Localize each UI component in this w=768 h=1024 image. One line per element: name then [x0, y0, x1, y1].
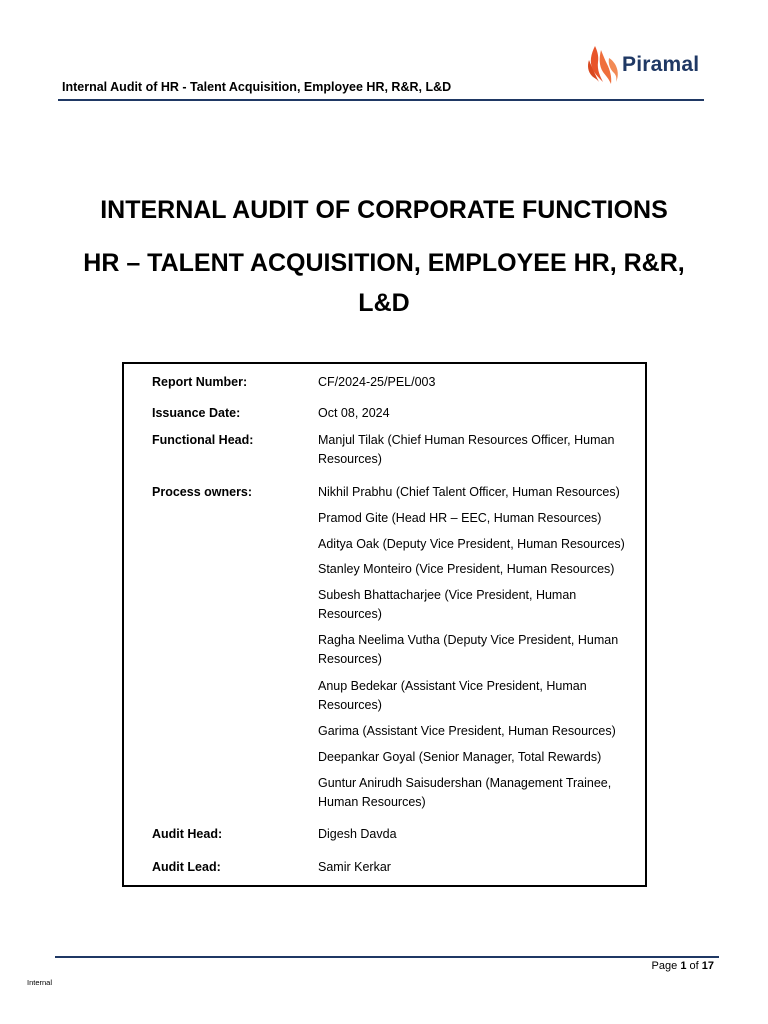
report-details-box	[122, 362, 647, 887]
header-divider	[58, 99, 704, 101]
process-owner-name: Guntur Anirudh Saisudershan (Management Trainee, Human Resources)	[318, 776, 612, 809]
piramal-logo	[585, 42, 699, 88]
process-owners-label: Process owners:	[152, 485, 253, 499]
page-number	[652, 960, 714, 972]
document-title-line1: INTERNAL AUDIT OF CORPORATE FUNCTIONS	[100, 196, 668, 224]
audit-head-value: Digesh Davda	[318, 827, 397, 841]
process-owner-name: Aditya Oak (Deputy Vice President, Human Resources)	[318, 537, 625, 551]
audit-lead-label: Audit Lead:	[152, 860, 221, 874]
issuance-date-label: Issuance Date:	[152, 406, 241, 420]
process-owner-name: Anup Bedekar (Assistant Vice President, Human Resources)	[318, 679, 587, 712]
process-owner-name: Garima (Assistant Vice President, Human Resources)	[318, 724, 616, 738]
document-header-title: Internal Audit of HR - Talent Acquisition, Employee HR, R&R, L&D	[62, 80, 452, 94]
functional-head-label: Functional Head:	[152, 433, 254, 447]
piramal-flame-icon	[585, 42, 619, 88]
document-title-line2: HR – TALENT ACQUISITION, EMPLOYEE HR, R&R,	[83, 249, 685, 277]
audit-head-label: Audit Head:	[152, 827, 223, 841]
audit-lead-value: Samir Kerkar	[318, 860, 391, 874]
functional-head-value: Manjul Tilak (Chief Human Resources Officer, Human Resources)	[318, 433, 615, 466]
issuance-date-value: Oct 08, 2024	[318, 406, 390, 420]
page-total: 17	[701, 960, 714, 972]
process-owner-name: Nikhil Prabhu (Chief Talent Officer, Human Resources)	[318, 485, 620, 499]
page-current: 1	[680, 960, 687, 972]
page-of: of	[689, 960, 699, 972]
document-title-line3: L&D	[358, 289, 410, 317]
classification-label: Internal	[27, 978, 53, 987]
process-owner-name: Stanley Monteiro (Vice President, Human Resources)	[318, 562, 615, 576]
logo-wordmark: Piramal	[622, 53, 700, 76]
process-owner-name: Subesh Bhattacharjee (Vice President, Human Resources)	[318, 588, 577, 621]
process-owner-name: Ragha Neelima Vutha (Deputy Vice President, Human Resources)	[318, 633, 619, 666]
footer-divider	[55, 956, 719, 958]
report-number-label: Report Number:	[152, 375, 248, 389]
process-owner-name: Pramod Gite (Head HR – EEC, Human Resources)	[318, 511, 602, 525]
report-number-value: CF/2024-25/PEL/003	[318, 375, 436, 389]
page-prefix: Page	[651, 960, 678, 972]
process-owner-name: Deepankar Goyal (Senior Manager, Total Rewards)	[318, 750, 602, 764]
